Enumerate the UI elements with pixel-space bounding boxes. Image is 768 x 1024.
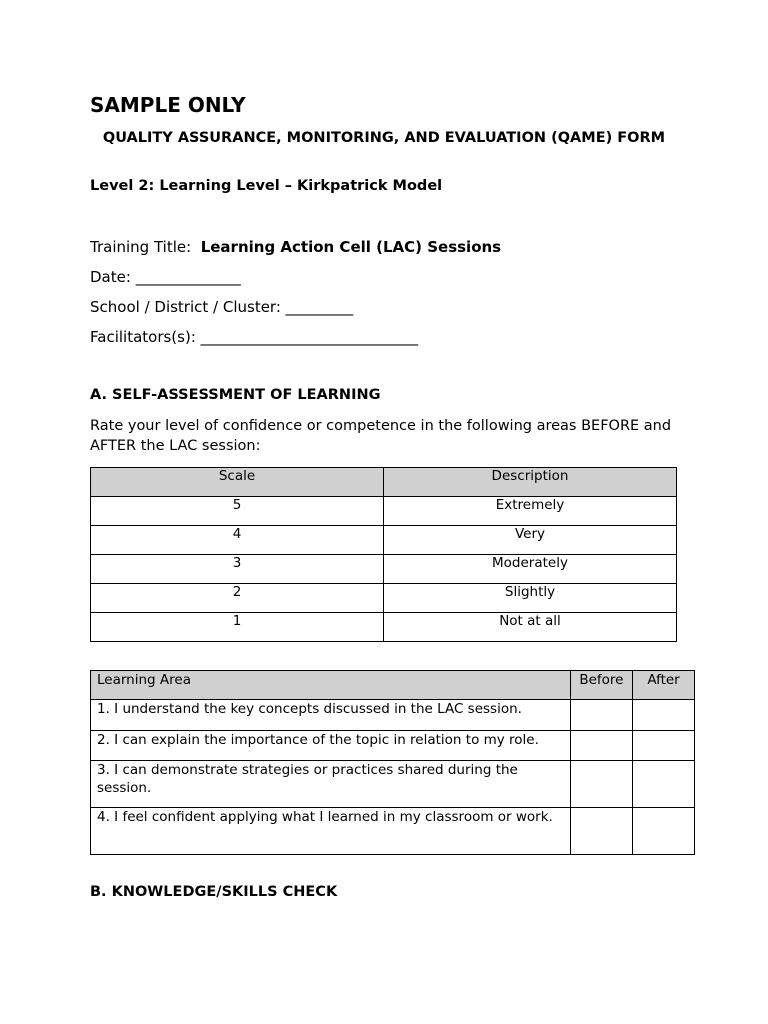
training-title-value: Learning Action Cell (LAC) Sessions [200, 238, 502, 256]
before-rating-cell[interactable] [570, 731, 632, 761]
table-row [91, 613, 677, 642]
scale-value: 5 [91, 497, 384, 526]
section-a-heading: A. SELF-ASSESSMENT OF LEARNING [90, 387, 381, 403]
rating-scale-table [90, 467, 677, 642]
column-header-description: Description [384, 468, 677, 497]
scale-value: 2 [91, 584, 384, 613]
table-row [91, 761, 695, 808]
table-row [91, 731, 695, 761]
facilitators-label: Facilitators(s): [90, 328, 196, 346]
learning-area-statement: 2. I can explain the importance of the topic in relation to my role. [91, 731, 571, 761]
table-row [91, 700, 695, 731]
column-header-scale: Scale [91, 468, 384, 497]
date-label: Date: [90, 268, 131, 286]
scale-description: Moderately [384, 555, 677, 584]
training-title-label: Training Title: [90, 238, 192, 256]
column-header-after: After [633, 671, 695, 700]
scale-description: Not at all [384, 613, 677, 642]
before-rating-cell[interactable] [570, 761, 632, 808]
scale-description: Slightly [384, 584, 677, 613]
column-header-learning-area: Learning Area [91, 671, 571, 700]
school-field [90, 298, 353, 316]
scale-value: 1 [91, 613, 384, 642]
table-row [91, 497, 677, 526]
column-header-before: Before [570, 671, 632, 700]
before-rating-cell[interactable] [570, 808, 632, 855]
level-title: Level 2: Learning Level – Kirkpatrick Model [90, 178, 443, 194]
after-rating-cell[interactable] [633, 700, 695, 731]
learning-area-statement: 3. I can demonstrate strategies or practices shared during the session. [91, 761, 571, 808]
learning-area-statement: 1. I understand the key concepts discussed in the LAC session. [91, 700, 571, 731]
school-blank-line[interactable]: _________ [285, 298, 354, 316]
table-row [91, 808, 695, 855]
section-b-heading: B. KNOWLEDGE/SKILLS CHECK [90, 884, 338, 900]
date-field [90, 268, 241, 286]
learning-area-statement: 4. I feel confident applying what I learned in my classroom or work. [91, 808, 571, 855]
scale-value: 4 [91, 526, 384, 555]
scale-description: Extremely [384, 497, 677, 526]
facilitators-blank-line[interactable]: _____________________________ [200, 328, 419, 346]
training-title-field [90, 238, 501, 256]
section-a-instructions: Rate your level of confidence or competence in the following areas BEFORE and AFTER the LAC session: [90, 418, 672, 454]
table-row [91, 555, 677, 584]
school-label: School / District / Cluster: [90, 298, 281, 316]
form-title: QUALITY ASSURANCE, MONITORING, AND EVALUATION (QAME) FORM [102, 130, 666, 146]
after-rating-cell[interactable] [633, 808, 695, 855]
after-rating-cell[interactable] [633, 761, 695, 808]
table-row [91, 584, 677, 613]
table-header-row [91, 671, 695, 700]
after-rating-cell[interactable] [633, 731, 695, 761]
table-header-row [91, 468, 677, 497]
scale-description: Very [384, 526, 677, 555]
sample-only-label: SAMPLE ONLY [90, 93, 246, 117]
before-rating-cell[interactable] [570, 700, 632, 731]
table-row [91, 526, 677, 555]
facilitators-field [90, 328, 418, 346]
date-blank-line[interactable]: ______________ [135, 268, 241, 286]
learning-area-table [90, 670, 695, 855]
scale-value: 3 [91, 555, 384, 584]
